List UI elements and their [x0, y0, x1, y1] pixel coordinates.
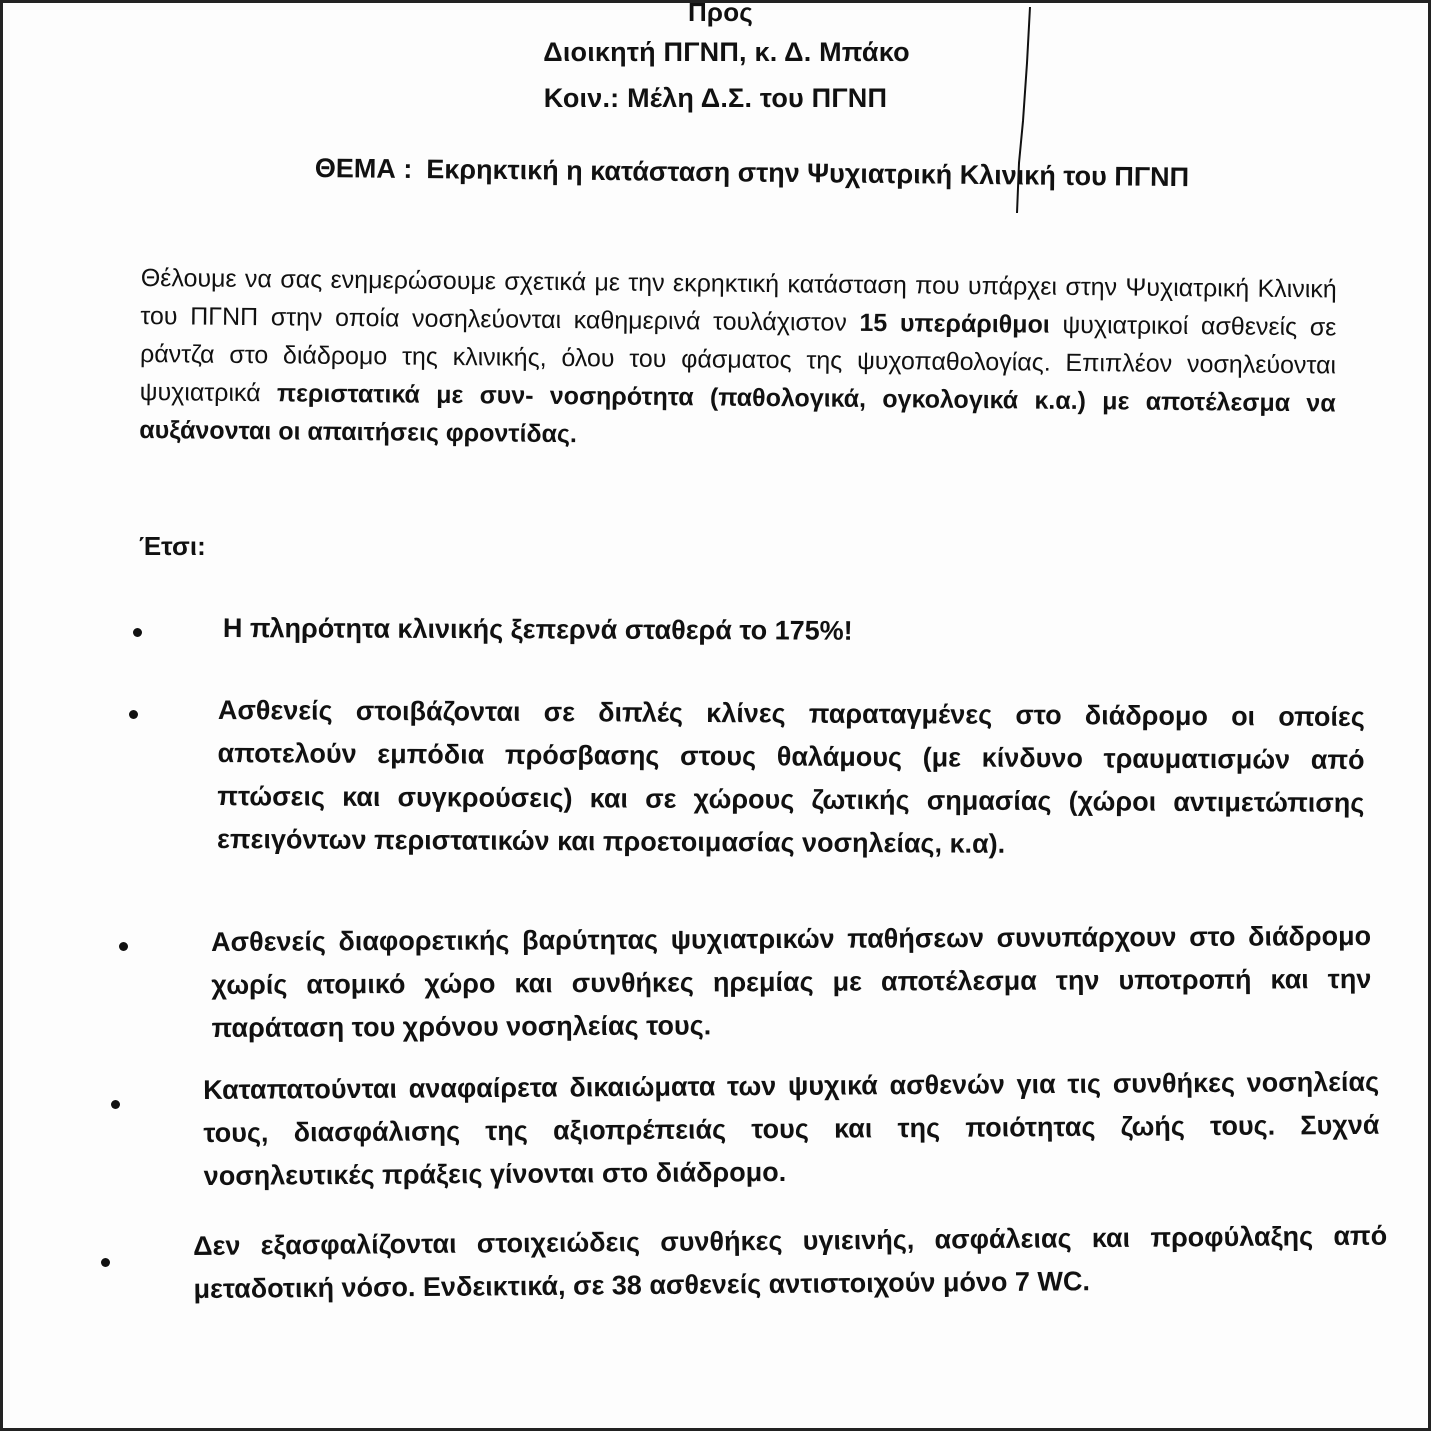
etsi-heading: Έτσι:: [139, 531, 206, 561]
bullet-item-double-beds: Ασθενείς στοιβάζονται σε διπλές κλίνες παραταγμένες στο διάδρομο οι οποίες αποτελούν εμπόδια πρόσβασης στους θαλάμους (με κίνδυνο τραυματισμών από πτώσεις και συγκρούσεις) και σε χώρους ζωτικής σημασίας (χώροι αντιμετώπισης επειγόντων περιστατικών και προετοιμασίας νοσηλείας, κ.α).: [216, 694, 1365, 859]
subject-label: ΘΕΜΑ :: [314, 153, 413, 185]
bullet-icon: [129, 710, 138, 719]
bullet-item-occupancy: Η πληρότητα κλινικής ξεπερνά σταθερά το 175%!: [222, 612, 853, 646]
subject-text: Εκρηκτική η κατάσταση στην Ψυχιατρική Κλινική του ΠΓΝΠ: [426, 154, 1190, 193]
bullet-item-rights: Καταπατούνται αναφαίρετα δικαιώματα των ψυχικά ασθενών για τις συνθήκες νοσηλείας τους, διασφάλισης της αξιοπρέπειάς τους και της ποιότητας ζωής τους. Συχνά νοσηλευτικές πράξεις γίνονται στο διάδρομο.: [203, 1066, 1380, 1191]
intro-bold-2: περιστατικά με συν- νοσηρότητα (παθολογικά, ογκολογικά κ.α.) με αποτέλεσμα να αυξάνονται οι απαιτήσεις φροντίδας.: [139, 379, 1336, 449]
recipient-line: Διοικητή ΠΓΝΠ, κ. Δ. Μπάκο: [543, 37, 910, 67]
bullet-icon: [111, 1100, 120, 1109]
subject-line: [315, 153, 1315, 194]
intro-text-2: ψυχιατρικοί ασθενείς σε ράντζα στο διάδρομο της κλινικής, όλου του φάσματος της ψυχοπαθολογίας. Επιπλέον νοσηλεύονται ψυχιατρικά: [139, 310, 1337, 408]
intro-text-1: Θέλουμε να σας ενημερώσουμε σχετικά με την εκρηκτική κατάσταση που υπάρχει στην Ψυχιατρική Κλινική του ΠΓΝΠ στην οποία νοσηλεύονται καθημερινά τουλάχιστον: [140, 263, 1337, 337]
bullet-icon: [119, 942, 128, 951]
addressee-prefix: Προς: [687, 0, 754, 27]
bullet-icon: [133, 628, 142, 637]
bullet-icon: [101, 1258, 110, 1267]
cc-line: Κοιν.: Μέλη Δ.Σ. του ΠΓΝΠ: [543, 83, 888, 113]
bullet-item-hygiene: Δεν εξασφαλίζονται στοιχειώδεις συνθήκες υγιεινής, ασφάλειας και προφύλαξης από μεταδοτική νόσο. Ενδεικτικά, σε 38 ασθενείς αντιστοιχούν μόνο 7 WC.: [193, 1220, 1388, 1304]
intro-paragraph: [139, 259, 1337, 460]
bullet-item-severity: Ασθενείς διαφορετικής βαρύτητας ψυχιατρικών παθήσεων συνυπάρχουν στο διάδρομο χωρίς ατομικό χώρο και συνθήκες ηρεμίας με αποτέλεσμα την υποτροπή και την παράταση του χρόνου νοσηλείας τους.: [211, 920, 1372, 1043]
intro-bold-1: 15 υπεράριθμοι: [859, 308, 1050, 339]
